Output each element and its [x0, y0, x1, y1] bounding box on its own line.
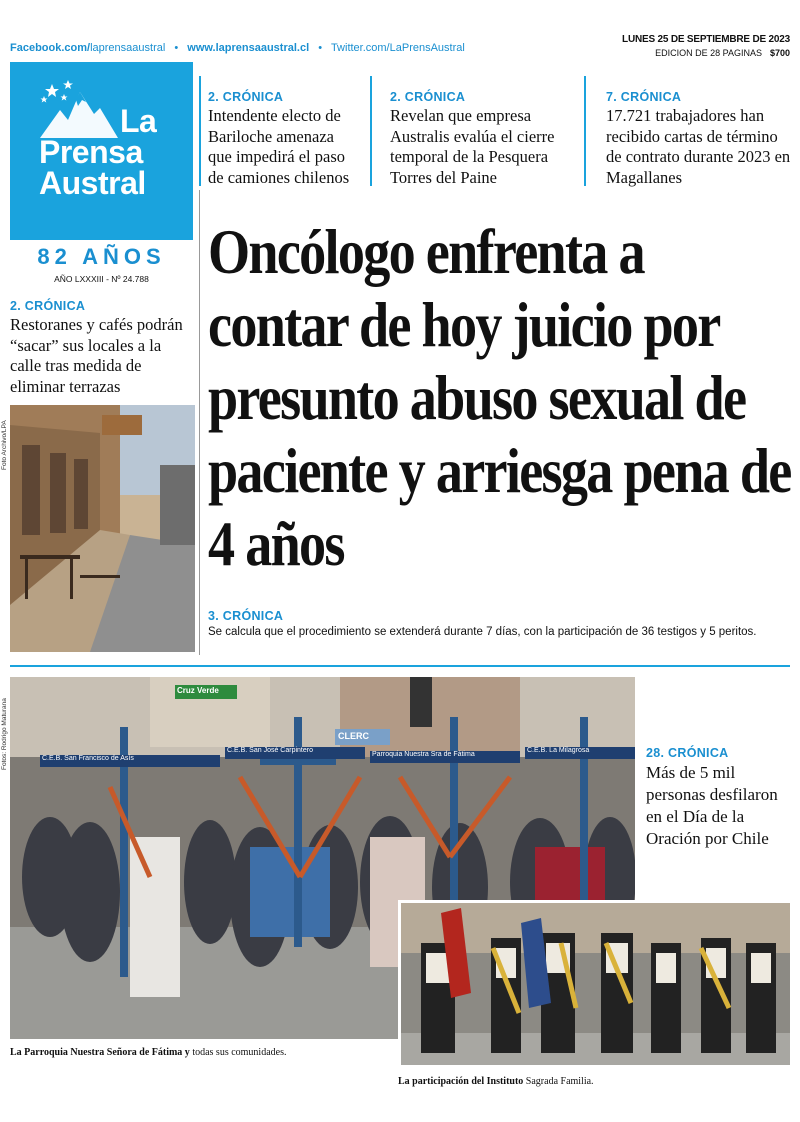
- brief-headline: 17.721 trabajadores han recibido cartas de término de contrato durante 2023 en Magallanes: [606, 106, 791, 187]
- logo-word-la: La: [120, 103, 157, 139]
- dateline: [622, 34, 790, 58]
- section-divider: [10, 665, 790, 667]
- brief-story[interactable]: [208, 90, 358, 188]
- facebook-handle[interactable]: laprensaaustral: [90, 42, 166, 54]
- brief-headline: Intendente electo de Bariloche amenaza que impedirá el paso de camiones chilenos: [208, 106, 350, 187]
- photo-caption: La Parroquia Nuestra Señora de Fátima y todas sus comunidades.: [10, 1047, 287, 1058]
- banner-label: Parroquia Nuestra Sra de Fátima: [372, 751, 475, 758]
- street-cafe-photo[interactable]: [10, 405, 195, 652]
- masthead-logo[interactable]: [10, 62, 193, 240]
- column-divider: [370, 76, 372, 186]
- banner-label: C.E.B. La Milagrosa: [527, 747, 590, 754]
- column-divider: [199, 76, 201, 186]
- section-tag: 2. CRÓNICA: [390, 90, 466, 104]
- photo-caption: La participación del Instituto Sagrada Familia.: [398, 1076, 594, 1087]
- twitter-link[interactable]: Twitter.com/LaPrensAustral: [330, 42, 465, 54]
- logo-word-austral: Austral: [39, 165, 146, 201]
- banner-label: C.E.B. San José Carpintero: [227, 747, 313, 754]
- section-tag: 2. CRÓNICA: [208, 90, 284, 104]
- procession-story[interactable]: [646, 746, 796, 850]
- logo-wordmark: [39, 103, 157, 201]
- page-count: EDICION DE 28 PAGINAS: [655, 48, 762, 58]
- left-column-story[interactable]: [10, 299, 195, 397]
- main-story-lead: Se calcula que el procedimiento se extenderá durante 7 días, con la participación de 36 testigos y 5 peritos.: [208, 626, 757, 638]
- issue-number: AÑO LXXXIII - Nº 24.788: [54, 274, 149, 284]
- anniversary-label: 82 AÑOS: [37, 244, 166, 269]
- school-parade-photo[interactable]: [398, 900, 790, 1065]
- column-divider: [199, 190, 200, 655]
- store-sign: CLERC: [338, 731, 369, 741]
- banner-label: C.E.B. San Francisco de Asís: [42, 755, 134, 762]
- facebook-link[interactable]: Facebook.com/: [10, 42, 91, 54]
- social-links: [10, 42, 465, 54]
- section-tag: 3. CRÓNICA: [208, 609, 284, 623]
- section-tag: 2. CRÓNICA: [10, 299, 86, 313]
- main-headline[interactable]: Oncólogo enfrenta a contar de hoy juicio por presunto abuso sexual de paciente y arriesga pena de 4 años: [208, 217, 791, 579]
- photo-credit: Foto Archivo/LPA: [1, 420, 8, 470]
- edition-info: [622, 48, 790, 58]
- brief-headline: Revelan que empresa Australis evalúa el cierre temporal de la Pesquera Torres del Paine: [390, 106, 555, 187]
- logo-word-prensa: Prensa: [39, 134, 143, 170]
- issue-date: LUNES 25 DE SEPTIEMBRE DE 2023: [622, 34, 790, 45]
- photo-credit: Fotos: Rodrigo Maturana: [1, 698, 8, 770]
- procession-headline: Más de 5 mil personas desfilaron en el Día de la Oración por Chile: [646, 763, 778, 848]
- website-link[interactable]: www.laprensaaustral.cl: [187, 42, 310, 54]
- section-tag: 7. CRÓNICA: [606, 90, 682, 104]
- price: $700: [769, 48, 790, 58]
- left-story-headline: Restoranes y cafés podrán “sacar” sus locales a la calle tras medida de eliminar terrazas: [10, 315, 183, 396]
- brief-story[interactable]: [390, 90, 570, 188]
- store-sign: Cruz Verde: [177, 686, 219, 695]
- brief-story[interactable]: [606, 90, 792, 188]
- column-divider: [584, 76, 586, 186]
- section-tag: 28. CRÓNICA: [646, 746, 729, 760]
- separator-bullet: •: [174, 42, 179, 54]
- separator-bullet: •: [318, 42, 323, 54]
